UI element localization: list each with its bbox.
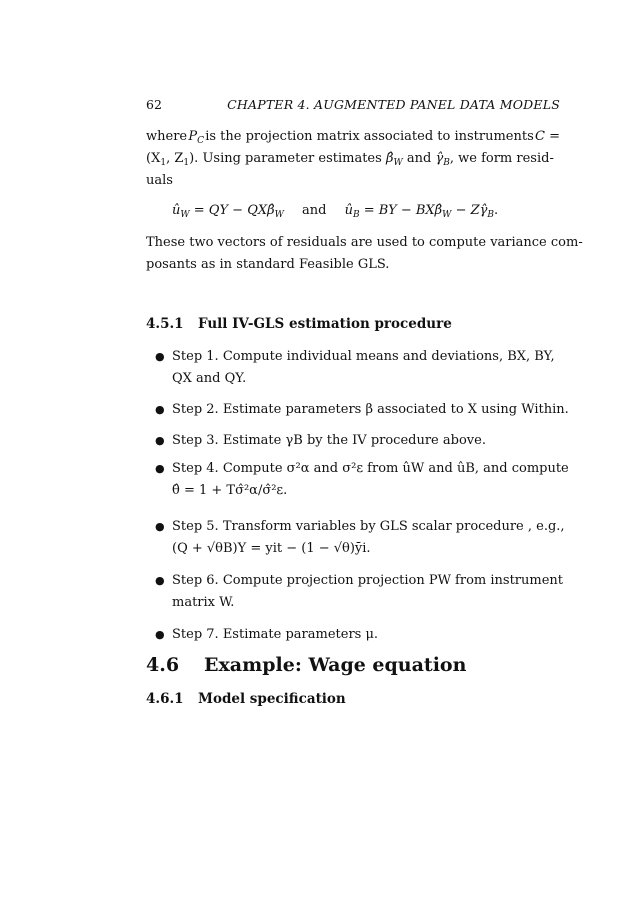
bullet-icon: ● xyxy=(155,628,165,641)
section-heading-4-6: 4.6 Example: Wage equation xyxy=(146,654,467,676)
variance-line-2: posants as in standard Feasible GLS. xyxy=(146,257,390,272)
intro-paragraph xyxy=(146,126,560,192)
page-number: 62 xyxy=(146,97,162,112)
intro-line-3: uals xyxy=(146,173,173,188)
residual-equation: $û_W$ = QY − $QX\betâ_W$ and $û_B$ = BY − $BX\betâ_W$ − $Z\gammâ_B$. xyxy=(172,203,499,220)
bullet-icon: ● xyxy=(155,403,165,416)
bullet-icon: ● xyxy=(155,520,165,533)
bullet-icon: ● xyxy=(155,350,165,363)
bullet-icon: ● xyxy=(155,574,165,587)
variance-paragraph xyxy=(146,232,583,276)
chapter-title: CHAPTER 4. AUGMENTED PANEL DATA MODELS xyxy=(227,97,560,112)
variance-line-1: These two vectors of residuals are used to compute variance com- xyxy=(146,235,583,250)
section-heading-4-5-1: 4.5.1 Full IV-GLS estimation procedure xyxy=(146,316,452,332)
equation-conjunction: and xyxy=(302,203,327,218)
bullet-icon: ● xyxy=(155,462,165,475)
intro-line-1: where $P_C$ is the projection matrix associated to instruments C = xyxy=(146,129,560,146)
document-page: 62 CHAPTER 4. AUGMENTED PANEL DATA MODELS where $P_C$ is the projection matrix associated to instruments C = ($X_1$, $Z_1$). Using parameter estimates $\betâ_W$ and $\gammâ_B$, we form resid- uals $û_W$ = QY − $QX\betâ_W$ and $û_B$ = BY − $BX\betâ_W$ − $Z\gammâ_B$. These two vectors of residuals are used to compute variance com- posants as in standard Feasible GLS. 4.5.1 Full IV-GLS estimation procedure ● Step 1. Compute individual means and deviations, BX, BY, QX and QY. ● Step 2. Estimate parameters β associated to X using Within. ● Step 3. Estimate γB by the IV procedure above. ● Step 4. Compute σ²α and σ²ε from ûW and ûB, and compute θ̂ = 1 + Tσ̂²α/σ̂²ε. ● Step 5. Transform variables by GLS scalar procedure , e.g., (Q + √θB)Y = yit − (1 − √θ)ȳi. ● Step 6. Compute projection projection PW from instrument matrix W. ● Step 7. Estimate parameters μ. 4.6 Example: Wage equation 4.6.1 Model specification xyxy=(146,97,583,707)
section-heading-4-6-1: 4.6.1 Model specification xyxy=(146,691,346,707)
bullet-icon: ● xyxy=(155,434,165,447)
intro-line-2: ($X_1$, $Z_1$). Using parameter estimates $\betâ_W$ and $\gammâ_B$, we form resid- xyxy=(146,151,554,168)
